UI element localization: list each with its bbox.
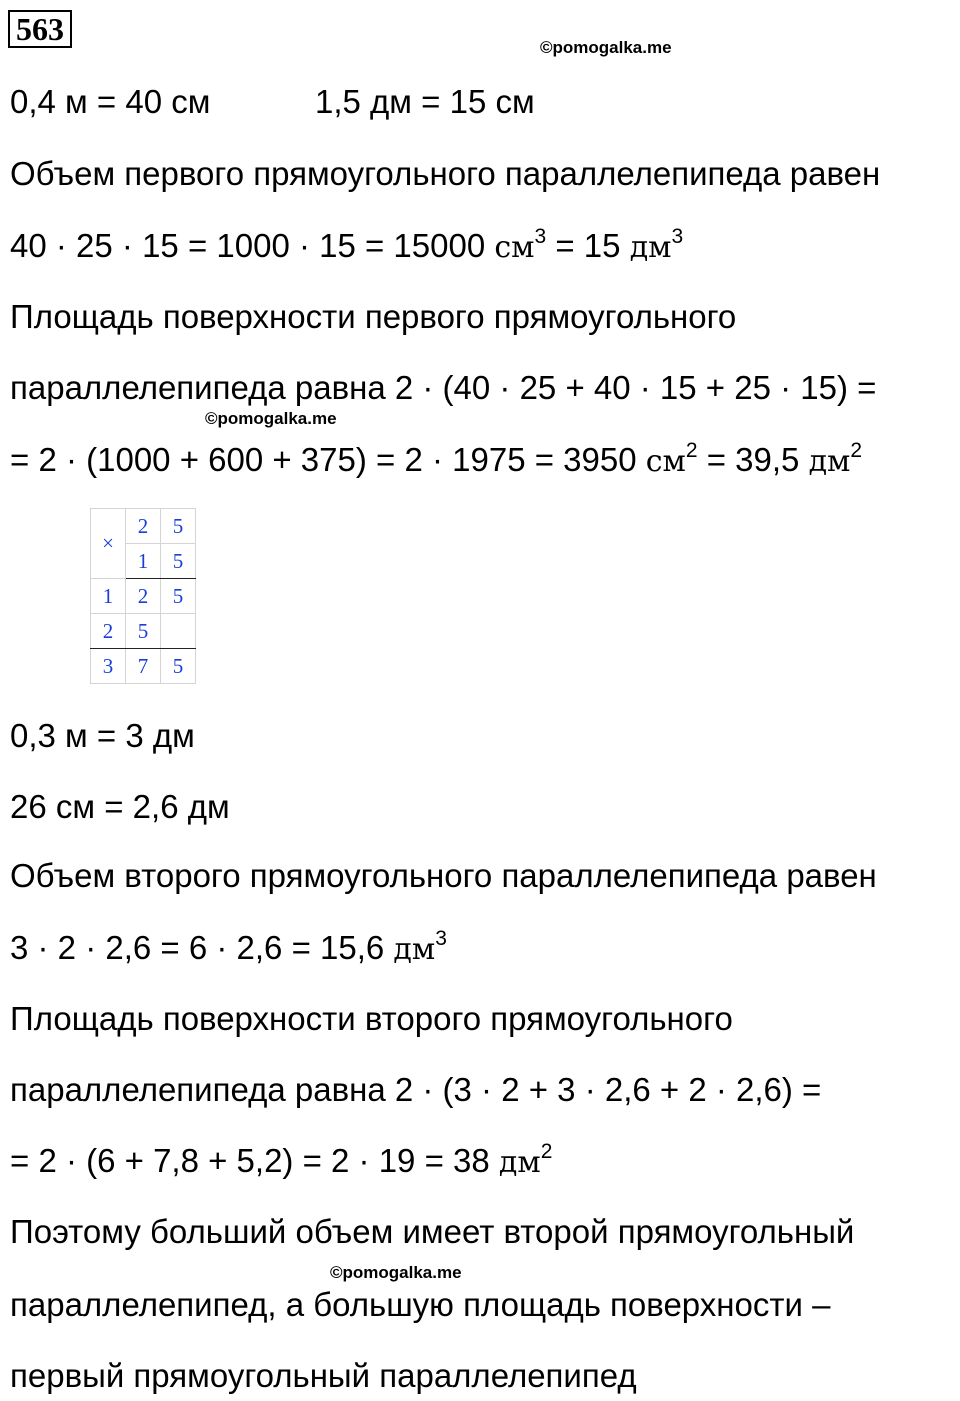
digit-cell: 7: [126, 649, 161, 684]
area-1-expr: = 2 · (1000 + 600 + 375) = 2 · 1975 = 3950: [10, 441, 646, 478]
exponent: 3: [534, 225, 547, 248]
digit-cell: 1: [126, 544, 161, 579]
column-multiplication: [90, 508, 196, 684]
unit-cm: см: [645, 444, 686, 479]
area-2-calc: [10, 1141, 552, 1183]
digit-cell: 5: [161, 544, 196, 579]
area-1-mid: = 39,5: [697, 441, 809, 478]
multiply-sign: ×: [91, 509, 126, 579]
conversion-line-1: [10, 82, 535, 122]
watermark: ©pomogalka.me: [330, 1263, 462, 1282]
conclusion-line-2: параллелепипед, а большую площадь поверхности –: [10, 1286, 831, 1323]
exponent: 2: [685, 439, 698, 462]
volume-1-mid: = 15: [546, 227, 630, 264]
digit-cell: 5: [126, 614, 161, 649]
unit-dm: дм: [808, 444, 851, 479]
problem-number: 563: [8, 10, 72, 48]
conclusion-line-1: Поэтому больший объем имеет второй прямоугольный: [10, 1213, 855, 1250]
volume-1-expr: 40 · 25 · 15 = 1000 · 15 = 15000: [10, 227, 495, 264]
unit-cm: см: [494, 230, 535, 265]
unit-dm: дм: [498, 1145, 541, 1180]
digit-cell: 5: [161, 649, 196, 684]
conversion-a: 0,4 м = 40 см: [10, 83, 211, 120]
digit-cell: 1: [91, 579, 126, 614]
conversion-line-3: 26 см = 2,6 дм: [10, 788, 230, 825]
exponent: 3: [435, 927, 447, 950]
area-1-calc: [10, 440, 862, 482]
exponent: 2: [540, 1140, 553, 1163]
conversion-b: 1,5 дм = 15 см: [315, 83, 535, 120]
exponent: 3: [671, 225, 684, 248]
volume-1-heading: Объем первого прямоугольного параллелепипеда равен: [10, 155, 881, 192]
digit-cell: [161, 614, 196, 649]
conversion-line-2: 0,3 м = 3 дм: [10, 717, 195, 754]
volume-1-calc: [10, 226, 683, 268]
digit-cell: 5: [161, 509, 196, 544]
unit-dm: дм: [393, 932, 436, 967]
watermark: ©pomogalka.me: [540, 38, 672, 57]
digit-cell: 2: [126, 579, 161, 614]
conclusion-line-3: первый прямоугольный параллелепипед: [10, 1357, 637, 1394]
area-2-heading: Площадь поверхности второго прямоугольного: [10, 1000, 733, 1037]
area-1-heading: Площадь поверхности первого прямоугольного: [10, 298, 737, 335]
area-2-expr: = 2 · (6 + 7,8 + 5,2) = 2 · 19 = 38: [10, 1142, 499, 1179]
exponent: 2: [850, 439, 863, 462]
digit-cell: 3: [91, 649, 126, 684]
watermark: ©pomogalka.me: [205, 409, 337, 428]
volume-2-heading: Объем второго прямоугольного параллелепипеда равен: [10, 857, 877, 894]
digit-cell: 5: [161, 579, 196, 614]
unit-dm: дм: [629, 230, 672, 265]
digit-cell: 2: [91, 614, 126, 649]
area-2-formula: параллелепипеда равна 2 · (3 · 2 + 3 · 2,6 + 2 · 2,6) =: [10, 1071, 822, 1108]
area-1-formula: параллелепипеда равна 2 · (40 · 25 + 40 · 15 + 25 · 15) =: [10, 369, 877, 406]
volume-2-calc: [10, 928, 447, 970]
digit-cell: 2: [126, 509, 161, 544]
volume-2-expr: 3 · 2 · 2,6 = 6 · 2,6 = 15,6: [10, 929, 394, 966]
